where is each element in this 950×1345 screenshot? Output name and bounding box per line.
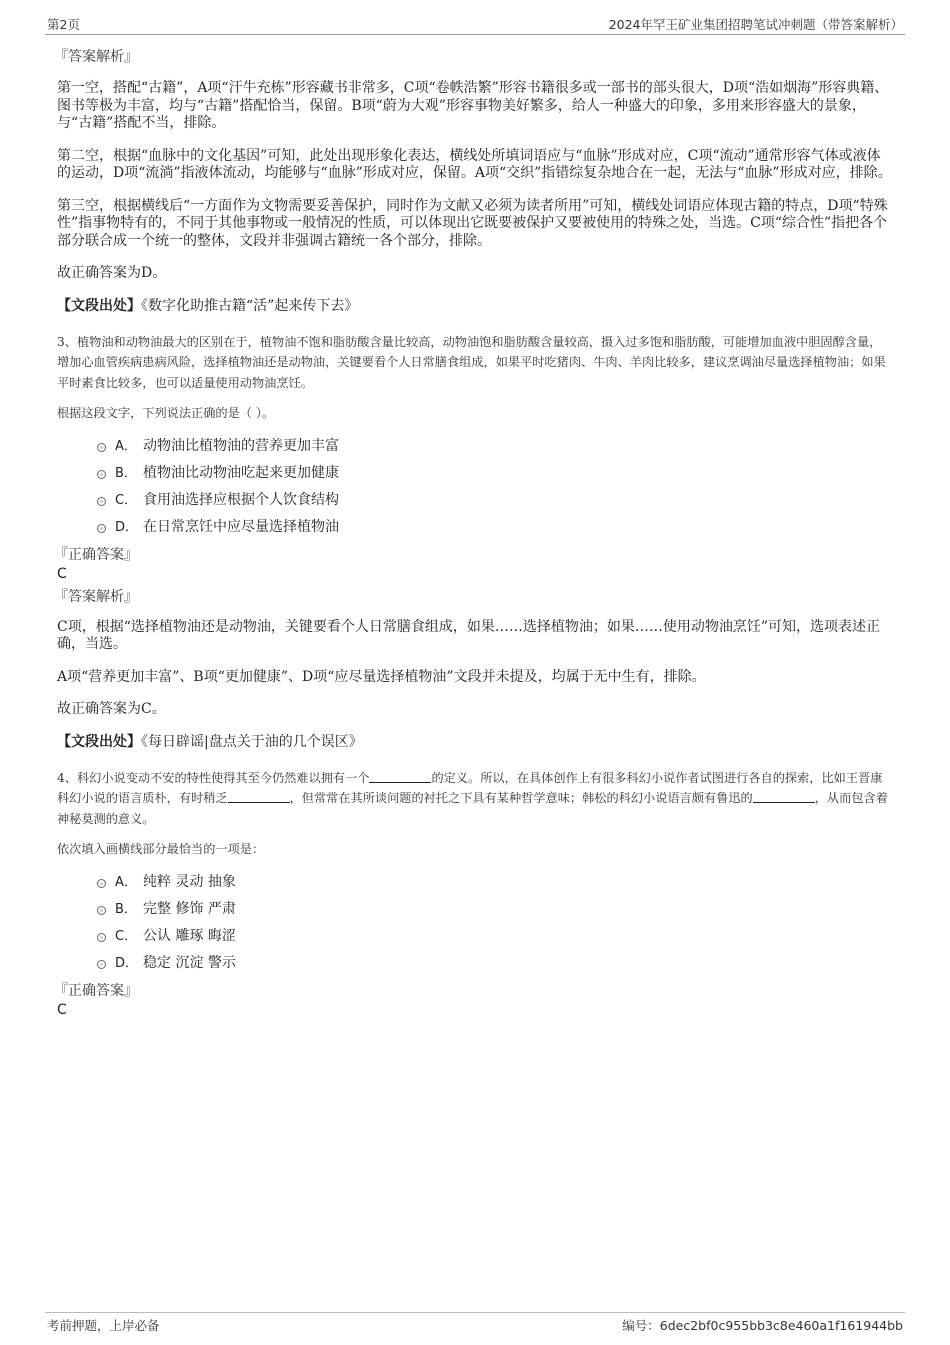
q3-source-label: 【文段出处】: [57, 733, 141, 750]
q4-answer: C: [57, 1001, 67, 1018]
q4-option-b[interactable]: B． 完整 修饰 严肃: [97, 896, 892, 923]
q3-analysis-para-1: C项，根据“选择植物油还是动物油，关键要看个人日常膳食组成，如果……选择植物油；如果……使用动物油烹饪”可知，选项表述正确，当选。: [57, 618, 881, 652]
q4-option-a[interactable]: A． 纯粹 灵动 抽象: [97, 869, 892, 896]
q3-correct-label: 『正确答案』: [54, 546, 138, 563]
q3-analysis-para-2: A项“营养更加丰富”、B项“更加健康”、D项“应尽量选择植物油”文段并未提及，均属于无中生有，排除。: [57, 668, 706, 685]
q3-source-title: 《每日辟谣|盘点关于油的几个误区》: [141, 733, 363, 750]
q4-correct-label: 『正确答案』: [54, 982, 138, 999]
q4-stem: 4、科幻小说变动不安的特性使得其至今仍然难以拥有一个 的定义。所以，在具体创作上有很多科幻小说作者试图进行各自的探索，比如王晋康科幻小说的语言质朴，有时稍乏 ，但常常在其所谈问题的衬托之下具有某种哲学意味；韩松的科幻小说语言颇有鲁迅的 ，从而包含着神秘莫测的意义。: [57, 770, 888, 826]
q3-stem: 3、植物油和动物油最大的区别在于，植物油不饱和脂肪酸含量比较高，动物油饱和脂肪酸含量较高，摄入过多饱和脂肪酸，可能增加血液中胆固醇含量，增加心血管疾病患病风险，选择植物油还是动物油，关键要看个人日常膳食组成，如果平时吃猪肉、牛肉、羊肉比较多，建议烹调油尽量选择植物油；如果平时素食比较多，也可以适量使用动物油烹饪。: [57, 334, 886, 390]
q2-source: [57, 296, 892, 316]
q3-final-answer: 故正确答案为C。: [57, 701, 166, 717]
q3-option-b[interactable]: B． 植物油比动物油吃起来更加健康: [97, 460, 892, 487]
q4-option-d[interactable]: D． 稳定 沉淀 警示: [97, 950, 892, 977]
radio-icon[interactable]: [97, 933, 106, 942]
q2-analysis-para-3: 第三空，根据横线后“一方面作为文物需要妥善保护，同时作为文献又必须为读者所用”可知，横线处词语应体现古籍的特点，D项“特殊性”指事物特有的，不同于其他事物或一般情况的性质，可以体现出它既要被保护又要被使用的特殊之处，当选。C项“综合性”指把各个部分联合成一个统一的整体，文段并非强调古籍统一各个部分，排除。: [57, 197, 888, 249]
radio-icon[interactable]: [97, 497, 106, 506]
document-title: 2024年罕王矿业集团招聘笔试冲刺题（带答案解析）: [608, 17, 903, 32]
q3-analysis-label: 『答案解析』: [54, 588, 138, 605]
radio-icon[interactable]: [97, 524, 106, 533]
q2-source-title: 《数字化助推古籍“活”起来传下去》: [141, 297, 359, 314]
q4-option-c[interactable]: C． 公认 雕琢 晦涩: [97, 923, 892, 950]
q2-analysis-para-1: 第一空，搭配“古籍”，A项“汗牛充栋”形容藏书非常多，C项“卷帙浩繁”形容书籍很多或一部书的部头很大，D项“浩如烟海”形容典籍、图书等极为丰富，均与“古籍”搭配恰当，保留。B项“蔚为大观”形容事物美好繁多，给人一种盛大的印象，多用来形容盛大的景象，与“古籍”搭配不当，排除。: [57, 80, 889, 131]
footer-slogan: 考前押题，上岸必备: [47, 1318, 160, 1333]
q2-analysis-para-2: 第二空，根据“血脉中的文化基因”可知，此处出现形象化表达，横线处所填词语应与“血脉”形成对应，C项“流动”通常形容气体或液体的运动，D项“流淌”指液体流动，均能够与“血脉”形成对应，保留。A项“交织”指错综复杂地合在一起，无法与“血脉”形成对应，排除。: [57, 147, 892, 181]
page-header: [45, 14, 905, 35]
document-code: 编号：6dec2bf0c955bb3c8e460a1f161944bb: [622, 1318, 903, 1333]
q4-options: [57, 869, 892, 977]
q2-source-label: 【文段出处】: [57, 297, 141, 314]
radio-icon[interactable]: [97, 470, 106, 479]
radio-icon[interactable]: [97, 879, 106, 888]
q3-source: [57, 732, 892, 752]
q3-option-c[interactable]: C． 食用油选择应根据个人饮食结构: [97, 487, 892, 514]
page-footer: [45, 1312, 905, 1335]
q2-analysis-label: 『答案解析』: [54, 49, 138, 65]
q4-question: 依次填入画横线部分最恰当的一项是：: [57, 842, 265, 856]
blank-2: [228, 790, 290, 803]
blank-3: [753, 790, 815, 803]
q3-question: 根据这段文字，下列说法正确的是（ ）。: [57, 406, 275, 420]
q3-option-a[interactable]: A． 动物油比植物油的营养更加丰富: [97, 433, 892, 460]
radio-icon[interactable]: [97, 443, 106, 452]
q3-option-d[interactable]: D． 在日常烹饪中应尽量选择植物油: [97, 514, 892, 541]
blank-1: [369, 770, 431, 783]
q3-options: [57, 433, 892, 541]
radio-icon[interactable]: [97, 906, 106, 915]
q2-final-answer: 故正确答案为D。: [57, 265, 167, 281]
radio-icon[interactable]: [97, 960, 106, 969]
page-number: 第2页: [47, 17, 80, 32]
q3-answer: C: [57, 565, 67, 582]
page-content: [54, 45, 892, 1019]
